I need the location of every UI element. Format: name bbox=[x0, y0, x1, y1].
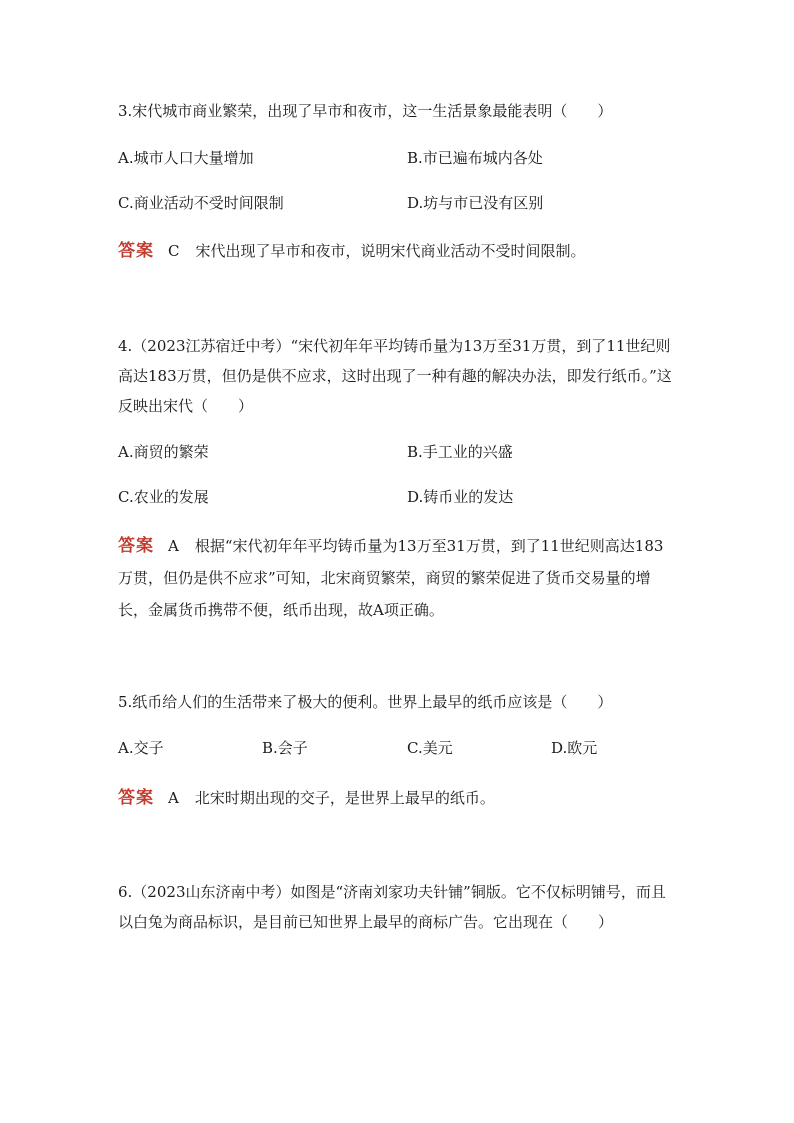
question-5-option-d: D.欧元 bbox=[551, 739, 598, 757]
answer-label: 答案 bbox=[118, 536, 154, 556]
answer-text: 宋代出现了早市和夜市，说明宋代商业活动不受时间限制。 bbox=[195, 242, 586, 260]
question-4-option-d: D.铸币业的发达 bbox=[407, 488, 514, 506]
answer-key: A bbox=[168, 789, 179, 807]
question-3-stem: 3.宋代城市商业繁荣，出现了早市和夜市，这一生活景象最能表明（ ） bbox=[118, 102, 613, 120]
question-4-option-a: A.商贸的繁荣 bbox=[118, 443, 209, 461]
answer-text: 根据“宋代初年年平均铸币量为13万至31万贯，到了11世纪则高达183万贯，但仍是供不应求”可知，北宋商贸繁荣，商贸的繁荣促进了货币交易量的增长，金属货币携带不便，纸币出现，故A项正确。 bbox=[118, 537, 664, 619]
question-5-stem: 5.纸币给人们的生活带来了极大的便利。世界上最早的纸币应该是（ ） bbox=[118, 693, 613, 711]
question-4-answer bbox=[118, 530, 678, 626]
question-3-option-a: A.城市人口大量增加 bbox=[118, 149, 254, 167]
question-5-option-c: C.美元 bbox=[407, 739, 453, 757]
question-6-stem: 6.（2023山东济南中考）如图是“济南刘家功夫针铺”铜版。它不仅标明铺号，而且以白兔为商品标识，是目前已知世界上最早的商标广告。它出现在（ ） bbox=[118, 883, 666, 931]
answer-key: C bbox=[168, 242, 180, 260]
answer-label: 答案 bbox=[118, 788, 154, 808]
answer-label: 答案 bbox=[118, 241, 154, 261]
answer-text: 北宋时期出现的交子，是世界上最早的纸币。 bbox=[194, 789, 495, 807]
question-4-option-b: B.手工业的兴盛 bbox=[407, 443, 513, 461]
question-3-answer bbox=[118, 235, 678, 267]
question-5-answer bbox=[118, 782, 678, 814]
question-3-option-c: C.商业活动不受时间限制 bbox=[118, 194, 284, 212]
question-5-option-a: A.交子 bbox=[118, 739, 164, 757]
question-4-option-c: C.农业的发展 bbox=[118, 488, 209, 506]
question-3-option-b: B.市已遍布城内各处 bbox=[407, 149, 543, 167]
question-4-stem: 4.（2023江苏宿迁中考）“宋代初年年平均铸币量为13万至31万贯，到了11世纪则高达183万贯，但仍是供不应求，这时出现了一种有趣的解决办法，即发行纸币。”这反映出宋代（ ） bbox=[118, 337, 672, 415]
question-5-option-b: B.会子 bbox=[262, 739, 308, 757]
answer-key: A bbox=[168, 537, 179, 555]
question-3-option-d: D.坊与市已没有区别 bbox=[407, 194, 544, 212]
